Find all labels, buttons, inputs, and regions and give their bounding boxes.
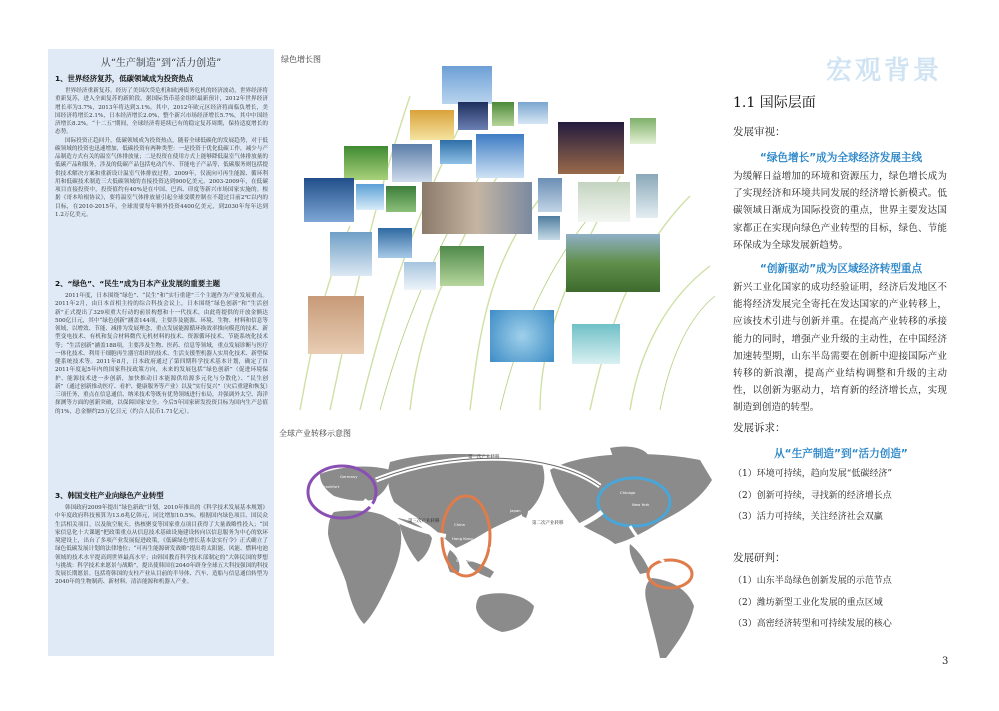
photo-scientist — [330, 232, 372, 276]
photo-night-city — [558, 122, 624, 174]
research-item-3: （3）高密经济转型和可持续发展的核心 — [733, 619, 892, 629]
section-1-paragraph-2: 国际投资正趋回升，低碳领域成为投资热点，随着全球低碳化的发展趋势，对于低碳领域的投资也迅速增加，低碳投资有两种类型：一是投资于优化低碳工作，减少与产品制造方式有关的温室气体排放量；二是投资在使用方式上能够降低温室气体排放量的低碳产品和服务，涉及的低碳产品包括电动汽车、节能电子产品等，低碳服务则包括提供技术解决方案和重新设计温室气体排放过程。2009年，仅流向可再生能源、循环利用和低碳技术制造三大低碳领域的直接投资达到900亿美元。2003-2009年，在低碳项目直接投资中，投资值约有40%是在中国、巴西、印度等新兴市场国家实施的。根据《哥本哈根协议》，要将温室气体排放量引起全球变暖控制在不超过目前2℃以内的目标，在2010-2015年，全球需要每年额外投资4400亿美元，到2030年每年达到1.2万亿美元。 — [55, 137, 268, 218]
map-caption: 全球产业转移示意图 — [279, 429, 351, 438]
page-number: 3 — [942, 656, 949, 667]
photo-touch-screen — [404, 262, 436, 290]
map-label-singapore: Singapore — [456, 558, 476, 563]
photo-people-walking — [422, 182, 532, 234]
map-label-china: China — [454, 522, 465, 527]
map-label-south-america: South America — [654, 572, 682, 577]
map-label-chicago: Chicago — [620, 490, 636, 495]
photo-tech-blocks — [538, 178, 562, 212]
research-label: 发展研判： — [733, 552, 786, 564]
demands-label: 发展诉求： — [733, 422, 786, 434]
world-map-svg — [280, 440, 718, 662]
photo-solar-bulb — [410, 110, 454, 140]
demands-heading: 从“生产制造”到“活力创造” — [774, 448, 908, 460]
photo-skyscraper — [392, 144, 432, 182]
review-label: 发展审视： — [733, 126, 786, 138]
industry-transfer-map — [280, 440, 718, 662]
innovation-driven-text: 新兴工业化国家的成功经验证明，经济后发地区不能将经济发展完全寄托在发达国家的产业转移上，应该技术引进与创新并重。在提高产业转移的承接能力的同时，增强产业升级的主动性，在中国经济加速转型期，山东半岛需要在创新中迎接国际产业转移的新浪潮，提高产业结构调整和升级的主动性，以创新为驱动力，培育新的经济增长点，实现制造到创造的转型。 — [733, 282, 947, 414]
photo-energy-bulb — [572, 324, 620, 364]
section-title-macro-background: 宏观背景 — [826, 56, 943, 86]
map-label-frankfurt: Frankfurt — [322, 484, 340, 489]
photo-smiling-woman — [308, 296, 364, 354]
map-label-hongkong: Hong Kong — [452, 536, 473, 541]
research-item-2: （2）潍坊新型工业化发展的重点区域 — [733, 598, 883, 608]
innovation-driven-heading: “创新驱动”成为区域经济转型重点 — [759, 263, 923, 275]
green-growth-heading: “绿色增长”成为全球经济发展主线 — [759, 152, 923, 164]
photo-forest-walk — [440, 246, 484, 286]
map-label-mosaic: Mosaic — [316, 494, 330, 499]
demand-item-2: （2）创新可持续，寻找新的经济增长点 — [733, 491, 892, 501]
photo-solar-panels — [304, 178, 354, 222]
photo-data-screen — [378, 228, 412, 258]
photo-greenhouse — [566, 234, 660, 292]
map-label-first-wave: 第一次产业转移 — [468, 455, 500, 460]
left-panel-title: 从“生产制造”到“活力创造” — [100, 58, 222, 69]
left-section-2 — [55, 278, 268, 416]
section-1-paragraph-1: 世界经济重新复苏。经历了美国次贷危机和欧洲债务危机的经济波动，世界经济将重新复苏，进入全面复苏的新阶段。据国际货币基金组织最新预计，2012年世界经济增长率为3.7%，2013年将达到3.1%。其中，2012年欧元区经济将面临负增长，美国经济将增长2.1%，日本经济增长2.0%，整个新兴市场经济增长5.7%，其中中国经济增长8.2%。“十二五”期间，全球经济将延续已有的稳定复苏周期，保持适度增长的态势。 — [55, 88, 268, 136]
map-label-germany: Germany — [340, 474, 358, 479]
green-growth-text: 为缓解日益增加的环境和资源压力，绿色增长成为了实现经济和环境共同发展的经济增长新模式。低碳领域日渐成为国际投资的重点，世界主要发达国家都正在实现向绿色产业转型的目标，绿色、节能环保成为全球发展新趋势。 — [733, 171, 947, 251]
section-1-heading: 1、世界经济复苏，低碳领域成为投资热点 — [55, 74, 194, 83]
section-3-heading: 3、韩国支柱产业向绿色产业转型 — [55, 491, 164, 500]
map-label-newyork: New York — [632, 502, 650, 507]
research-item-1: （1）山东半岛绿色创新发展的示范节点 — [733, 576, 892, 586]
left-section-1 — [55, 73, 268, 219]
photo-wind-farm — [476, 134, 524, 178]
photo-water-drop — [356, 184, 384, 210]
collage-caption: 绿色增长图 — [281, 55, 321, 64]
section-3-paragraph-1: 韩国政府2009年提出“绿色新政”计划，2010年推出的《科学技术发展基本规划》中年度政府科技预算为13.6兆亿韩元，同比增加10.5%。根据国内绿色项目、国民众生活相关项目，以及航空航天、热核聚变等国家重点项目获得了大量战略性投入；“国家信息化十大课题”把政策重点从信息技术基础设施建设转向以信息服务为中心的软环境建设上，出台了多项产业发展促进政策，《低碳绿色增长基本法实行令》正式确立了绿色低碳发展计划的法律地位；“可再生能源研发战略”提出将太阳能、风能、燃料电池领域的技术水平提高到世界最高水平；由韩国教育科学技术部制定的“大韩民国的梦想与挑战：科学技术来愿景与战略”，提出使韩国在2040年跻身全球五大科技强国的科技发展长期愿景。包括将韩国的支柱产业从目前的半导体、汽车、造船与信息通信转型为2040年的生物制药、新材料、清洁能源和机器人产业。 — [55, 505, 268, 586]
map-label-third-wave: 第三次产业转移 — [408, 519, 440, 524]
left-section-3 — [55, 490, 268, 587]
photo-wind-turbines — [442, 66, 492, 104]
photo-sea — [440, 140, 472, 164]
photo-green-car — [578, 182, 630, 222]
demand-item-1: （1）环境可持续，趋向发展“低碳经济” — [733, 469, 892, 479]
photo-microscope — [538, 216, 560, 240]
photo-greenhouse-small — [630, 118, 656, 144]
photo-city-lights — [458, 102, 488, 130]
photo-factory-sky — [518, 102, 548, 124]
section-2-heading: 2、“绿色”、“民生”成为日本产业发展的重要主题 — [55, 279, 220, 288]
green-growth-collage — [290, 66, 720, 410]
map-label-taipei: Taipei — [460, 546, 471, 551]
photo-plant-lab — [492, 102, 514, 126]
international-level-heading: 1.1 国际层面 — [733, 95, 816, 111]
demand-item-3: （3）活力可持续，关注经济社会双赢 — [733, 512, 883, 522]
section-2-paragraph-1: 2011年度，日本围绕“绿色”、“民生”和“实行重建”三个主题作为产业发展重点。2011年2月，由日本首相主持的综合科技会议上，日本围绕“绿色创新”和“生活创新”正式提出了329项重大行动的前景构想和十一代技术，由此将提供的开放金额达500亿日元，其中“绿色创新”涵盖144项，主要涉及能源、环境、生物、材料和信息等领域，以增效、节能、减排为发展理念，重点发展能源循环换效率推向模范的技术、新型变电技术、有机和复合材料微代无机材料的技术、资源循环技术、节能系统化技术等；“生活创新”涵盖188项，主要涉及生物、医药、信息等领域，重点发展诊断与医疗一体化技术、利用干细胞再生器官组织的技术、生活支援型机器人实用化技术、新型保健系统技术等。2011年8月，日本政府通过了第四期科学技术基本计划，确定了自2011年度起5年内的国家科技政策方向，未来的发展包括“绿色创新”（促进环境保护、能源技术进一步创新，加快推动日本能源供给源多元化与分散化）、“民生创新”（通过创新推动医疗、看护、健康服务等产业）以及“实行复兴”（灾后重建和恢复）三项任务，重点在信息通信、纳米技术等既有优势领域进行布局，并强调外太空、海洋探测等方面的创新突破，以保障国家安全。今后5年国家研发投资目标为国内生产总值的1%，总金额约25万亿日元（约合人民币1.71亿元）。 — [55, 293, 268, 415]
photo-leaf — [344, 146, 388, 180]
photo-water-ripple — [490, 310, 554, 362]
photo-lab-tubes — [636, 174, 658, 218]
photo-earth-hands — [386, 186, 416, 212]
map-label-second-wave: 第二次产业转移 — [532, 521, 564, 526]
map-label-japan: Japan — [510, 508, 521, 513]
